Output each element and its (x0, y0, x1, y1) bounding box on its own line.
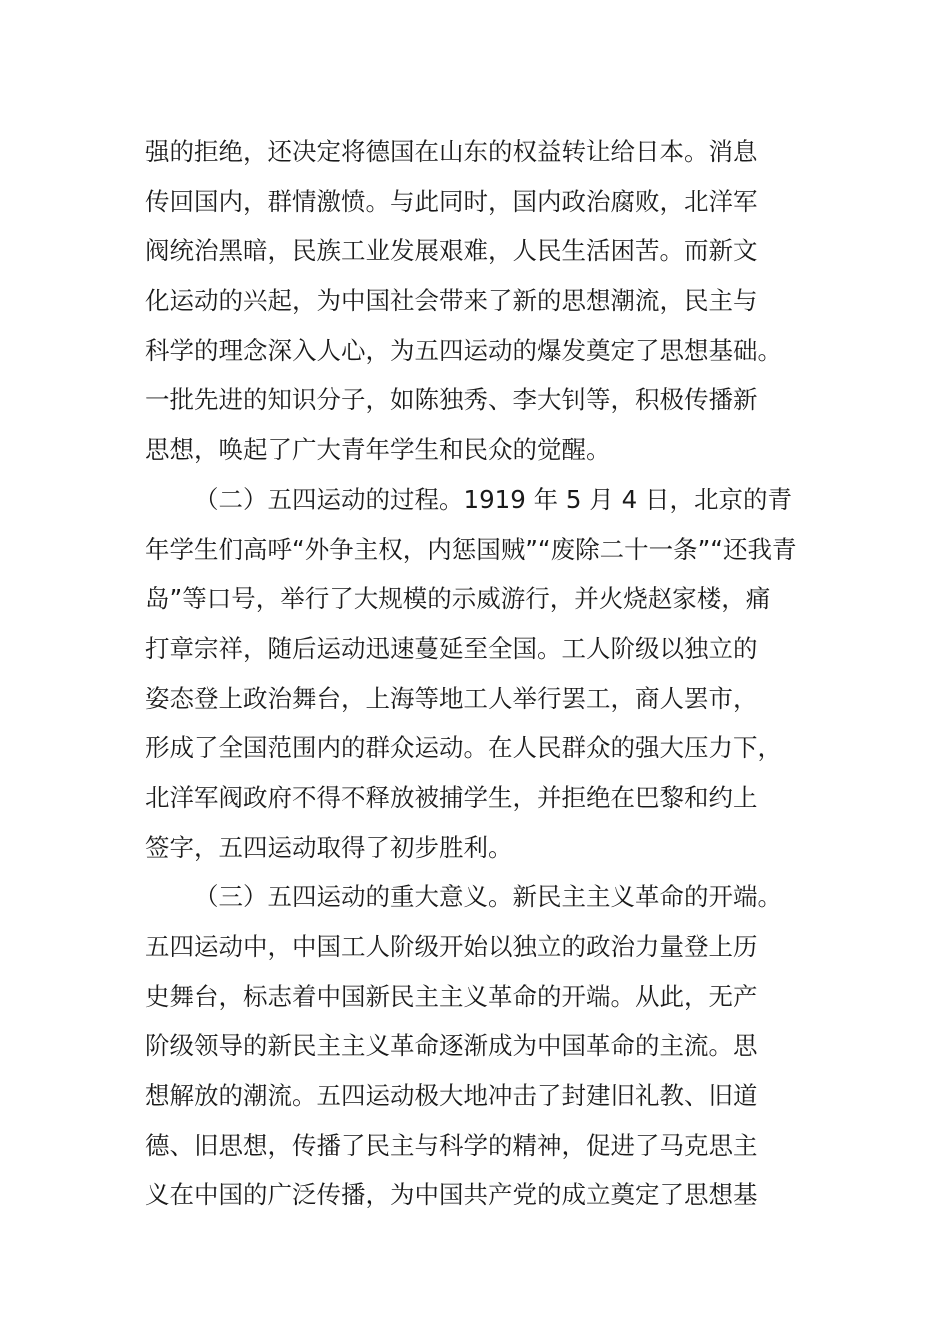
text-line: 想解放的潮流。五四运动极大地冲击了封建旧礼教、旧道 (145, 1081, 758, 1111)
text-line: 化运动的兴起，为中国社会带来了新的思想潮流，民主与 (145, 286, 758, 316)
text-line: 阶级领导的新民主主义革命逐渐成为中国革命的主流。思 (145, 1031, 758, 1061)
body-text (145, 127, 810, 1220)
text-line: 史舞台，标志着中国新民主主义革命的开端。从此，无产 (145, 981, 758, 1011)
text-line: 年学生们高呼“外争主权，内惩国贼”“废除二十一条”“还我青 (145, 534, 797, 564)
text-line: 五四运动中，中国工人阶级开始以独立的政治力量登上历 (145, 932, 758, 961)
text-line: 阀统治黑暗，民族工业发展艰难，人民生活困苦。而新文 (145, 236, 758, 266)
section-heading-line: （三）五四运动的重大意义。新民主主义革命的开端。 (194, 882, 782, 912)
text-line: 强的拒绝，还决定将德国在山东的权益转让给日本。消息 (145, 137, 758, 166)
section-heading-line: （二）五四运动的过程。1919 年 5 月 4 日，北京的青 (194, 484, 792, 514)
text-line: 签字，五四运动取得了初步胜利。 (145, 832, 513, 862)
text-line: 义在中国的广泛传播，为中国共产党的成立奠定了思想基 (145, 1180, 758, 1210)
text-line: 传回国内，群情激愤。与此同时，国内政治腐败，北洋军 (145, 186, 758, 216)
text-line: 思想，唤起了广大青年学生和民众的觉醒。 (145, 435, 611, 465)
text-line: 科学的理念深入人心，为五四运动的爆发奠定了思想基础。 (145, 335, 782, 365)
text-line: 形成了全国范围内的群众运动。在人民群众的强大压力下， (145, 733, 782, 763)
text-line: 德、旧思想，传播了民主与科学的精神，促进了马克思主 (145, 1130, 758, 1160)
text-line: 姿态登上政治舞台，上海等地工人举行罢工，商人罢市， (145, 683, 758, 713)
text-line: 北洋军阀政府不得不释放被捕学生，并拒绝在巴黎和约上 (145, 782, 758, 812)
text-line: 一批先进的知识分子，如陈独秀、李大钊等，积极传播新 (145, 385, 758, 415)
text-line: 岛”等口号，举行了大规模的示威游行，并火烧赵家楼，痛 (145, 584, 771, 614)
text-line: 打章宗祥，随后运动迅速蔓延至全国。工人阶级以独立的 (145, 633, 758, 663)
